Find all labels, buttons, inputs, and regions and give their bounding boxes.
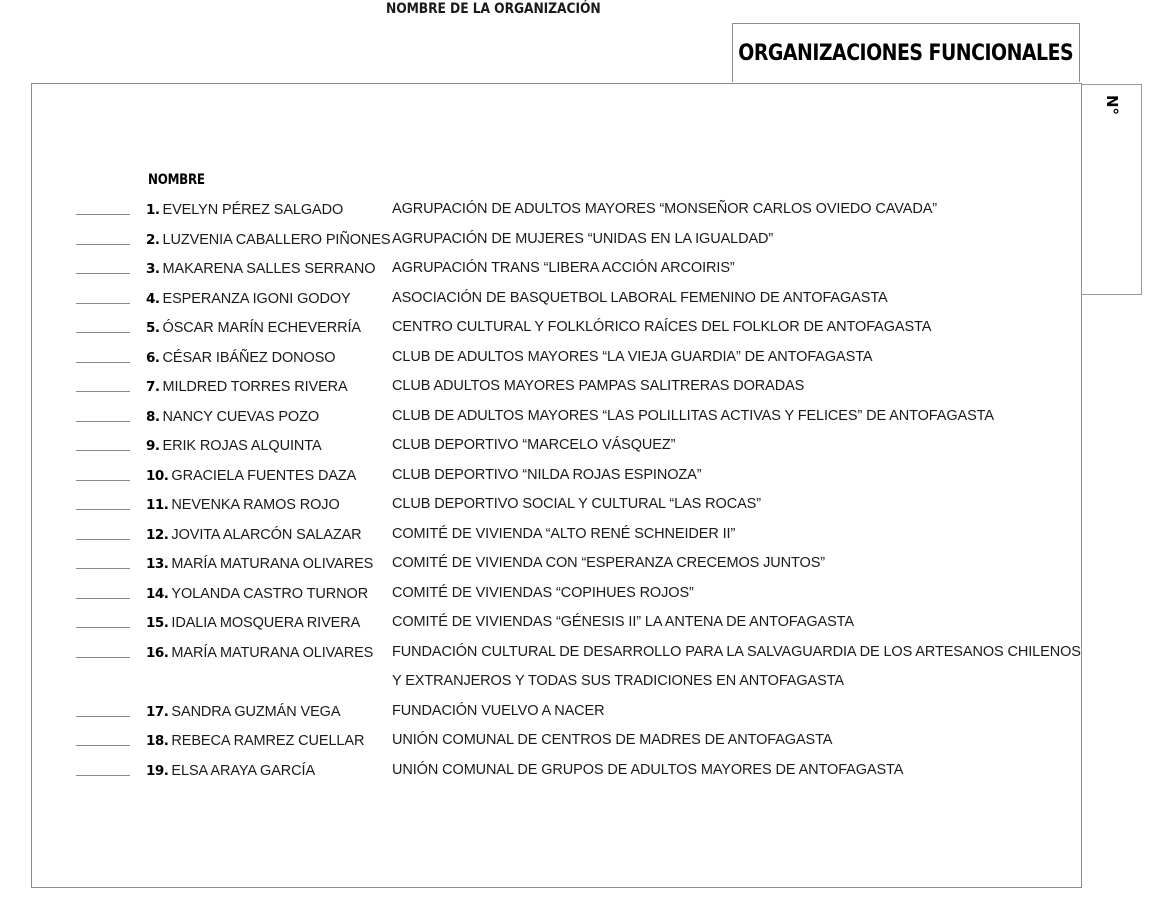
organization-name-line: AGRUPACIÓN TRANS “LIBERA ACCIÓN ARCOIRIS”: [392, 260, 735, 276]
signature-blank-line: [76, 509, 130, 510]
row-number: 7.: [146, 379, 160, 395]
organization-name: [392, 195, 937, 225]
signature-blank-line: [76, 214, 130, 215]
organization-name-line: CLUB DEPORTIVO “NILDA ROJAS ESPINOZA”: [392, 466, 702, 483]
member-name-text: ERIK ROJAS ALQUINTA: [162, 438, 322, 454]
member-name-text: CÉSAR IBÁÑEZ DONOSO: [162, 349, 336, 366]
organization-name: [392, 372, 804, 402]
signature-blank-line: [76, 273, 130, 274]
member-name: [146, 468, 356, 484]
organization-name-line: CLUB DE ADULTOS MAYORES “LAS POLILLITAS ACTIVAS Y FELICES” DE ANTOFAGASTA: [392, 407, 994, 424]
organization-name-line: FUNDACIÓN VUELVO A NACER: [392, 702, 605, 719]
member-name: [146, 232, 390, 248]
organization-name-line: ASOCIACIÓN DE BASQUETBOL LABORAL FEMENINO DE ANTOFAGASTA: [392, 289, 888, 306]
row-number: 13.: [146, 556, 169, 572]
organization-name-line: AGRUPACIÓN DE MUJERES “UNIDAS EN LA IGUALDAD”: [392, 230, 774, 247]
member-name: [146, 586, 368, 602]
member-name: [146, 763, 315, 779]
organization-name-line: CLUB ADULTOS MAYORES PAMPAS SALITRERAS DORADAS: [392, 378, 805, 394]
organization-name: [392, 254, 735, 284]
member-name: [146, 615, 360, 631]
organization-name-line: FUNDACIÓN CULTURAL DE DESARROLLO PARA LA SALVAGUARDIA DE LOS ARTESANOS CHILENOS: [392, 643, 1081, 660]
signature-blank-line: [76, 244, 130, 245]
member-name-text: GRACIELA FUENTES DAZA: [171, 467, 357, 484]
row-number: 9.: [146, 438, 160, 454]
row-number: 10.: [146, 467, 169, 484]
signature-blank-line: [76, 539, 130, 540]
row-number: 17.: [146, 703, 169, 720]
member-name-text: SANDRA GUZMÁN VEGA: [171, 703, 341, 720]
organization-name-line: CLUB DEPORTIVO SOCIAL Y CULTURAL “LAS ROCAS”: [392, 496, 761, 512]
column-header-organization: NOMBRE DE LA ORGANIZACIÓN: [386, 1, 601, 17]
organization-name: [392, 638, 1081, 697]
organization-name: [392, 579, 694, 609]
organization-name: [392, 225, 773, 255]
table-row: [0, 643, 1170, 702]
signature-blank-line: [76, 362, 130, 363]
organization-name: [392, 313, 931, 343]
member-name: [146, 438, 322, 454]
member-name: [146, 733, 364, 749]
organization-name-line: CENTRO CULTURAL Y FOLKLÓRICO RAÍCES DEL FOLKLOR DE ANTOFAGASTA: [392, 319, 932, 335]
organization-name-line: COMITÉ DE VIVIENDAS “COPIHUES ROJOS”: [392, 584, 694, 601]
member-name-text: IDALIA MOSQUERA RIVERA: [171, 615, 361, 631]
signature-blank-line: [76, 716, 130, 717]
member-name: [146, 261, 375, 277]
member-name-text: ESPERANZA IGONI GODOY: [162, 290, 351, 307]
organization-name: [392, 726, 832, 756]
member-name: [146, 320, 361, 336]
organization-name: [392, 549, 825, 579]
member-name: [146, 497, 340, 513]
column-header-name: NOMBRE: [148, 172, 205, 188]
number-label: N°: [1103, 94, 1121, 116]
row-number: 15.: [146, 615, 169, 631]
member-name-text: ELSA ARAYA GARCÍA: [171, 762, 316, 779]
page-title: ORGANIZACIONES FUNCIONALES: [738, 40, 1074, 66]
member-name-text: MAKARENA SALLES SERRANO: [162, 261, 376, 277]
organization-name-line: CLUB DE ADULTOS MAYORES “LA VIEJA GUARDIA” DE ANTOFAGASTA: [392, 348, 873, 365]
organization-name-line: UNIÓN COMUNAL DE GRUPOS DE ADULTOS MAYORES DE ANTOFAGASTA: [392, 761, 904, 778]
signature-blank-line: [76, 745, 130, 746]
row-number: 2.: [146, 231, 160, 248]
row-number: 19.: [146, 762, 169, 779]
table-row: [0, 761, 1170, 791]
member-name-text: JOVITA ALARCÓN SALAZAR: [171, 526, 362, 543]
organization-name: [392, 490, 761, 520]
member-name-text: MILDRED TORRES RIVERA: [162, 379, 348, 395]
member-name-text: YOLANDA CASTRO TURNOR: [171, 585, 369, 602]
member-name-text: EVELYN PÉREZ SALGADO: [162, 202, 344, 218]
signature-blank-line: [76, 332, 130, 333]
row-number: 8.: [146, 408, 160, 425]
signature-blank-line: [76, 303, 130, 304]
organization-name-line: Y EXTRANJEROS Y TODAS SUS TRADICIONES EN ANTOFAGASTA: [392, 673, 844, 689]
organization-name: [392, 697, 604, 727]
row-number: 5.: [146, 320, 160, 336]
row-number: 11.: [146, 497, 169, 513]
member-name-text: ÓSCAR MARÍN ECHEVERRÍA: [162, 320, 361, 336]
organization-name-line: COMITÉ DE VIVIENDA CON “ESPERANZA CRECEMOS JUNTOS”: [392, 555, 826, 571]
row-number: 3.: [146, 261, 160, 277]
signature-blank-line: [76, 775, 130, 776]
signature-blank-line: [76, 391, 130, 392]
organization-name: [392, 343, 872, 373]
organization-name: [392, 756, 903, 786]
member-name: [146, 645, 373, 661]
row-number: 6.: [146, 349, 160, 366]
organization-name-line: COMITÉ DE VIVIENDAS “GÉNESIS II” LA ANTENA DE ANTOFAGASTA: [392, 614, 854, 630]
organization-name: [392, 402, 994, 432]
signature-blank-line: [76, 568, 130, 569]
organization-name-line: CLUB DEPORTIVO “MARCELO VÁSQUEZ”: [392, 437, 676, 453]
signature-blank-line: [76, 627, 130, 628]
member-name-text: LUZVENIA CABALLERO PIÑONES: [162, 231, 391, 248]
member-name-text: NANCY CUEVAS POZO: [162, 408, 320, 425]
organization-name: [392, 431, 675, 461]
organization-name: [392, 608, 854, 638]
member-name: [146, 291, 351, 307]
member-name-text: MARÍA MATURANA OLIVARES: [171, 644, 374, 661]
organization-name: [392, 284, 888, 314]
member-name: [146, 556, 373, 572]
row-number: 18.: [146, 733, 169, 749]
member-name: [146, 350, 335, 366]
organization-name: [392, 520, 735, 550]
title-box: [732, 23, 1080, 82]
member-name-text: NEVENKA RAMOS ROJO: [171, 497, 340, 513]
row-number: 1.: [146, 202, 160, 218]
signature-blank-line: [76, 450, 130, 451]
organization-name-line: AGRUPACIÓN DE ADULTOS MAYORES “MONSEÑOR CARLOS OVIEDO CAVADA”: [392, 201, 937, 217]
signature-blank-line: [76, 657, 130, 658]
signature-blank-line: [76, 598, 130, 599]
member-name-text: REBECA RAMREZ CUELLAR: [171, 733, 365, 749]
member-name: [146, 202, 343, 218]
organization-name: [392, 461, 701, 491]
row-number: 16.: [146, 644, 169, 661]
row-number: 14.: [146, 585, 169, 602]
member-name: [146, 527, 362, 543]
organization-name-line: COMITÉ DE VIVIENDA “ALTO RENÉ SCHNEIDER II”: [392, 525, 736, 542]
signature-blank-line: [76, 480, 130, 481]
member-name: [146, 704, 340, 720]
signature-blank-line: [76, 421, 130, 422]
member-name: [146, 409, 319, 425]
member-name: [146, 379, 348, 395]
organization-name-line: UNIÓN COMUNAL DE CENTROS DE MADRES DE ANTOFAGASTA: [392, 732, 833, 748]
member-list: [0, 200, 1170, 790]
row-number: 12.: [146, 526, 169, 543]
row-number: 4.: [146, 290, 160, 307]
member-name-text: MARÍA MATURANA OLIVARES: [171, 556, 374, 572]
